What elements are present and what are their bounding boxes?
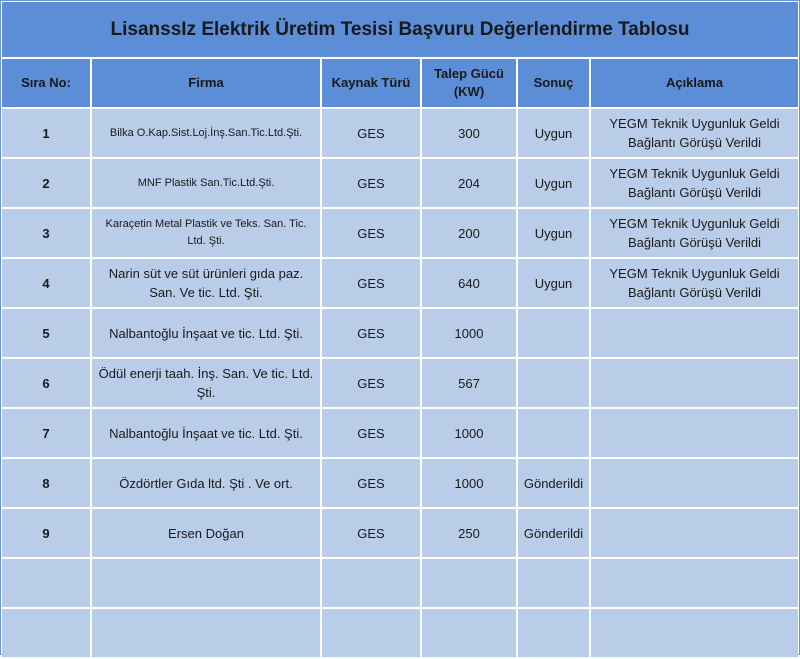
description-cell: YEGM Teknik Uygunluk Geldi Bağlantı Görüşü Verildi <box>591 109 798 159</box>
table-row <box>2 359 798 409</box>
company-cell: Ersen Doğan <box>92 509 322 559</box>
table-row <box>2 309 798 359</box>
company-cell: Özdörtler Gıda ltd. Şti . Ve ort. <box>92 459 322 509</box>
company-cell: Narin süt ve süt ürünleri gıda paz. San. Ve tic. Ltd. Şti. <box>92 259 322 309</box>
table-header-row <box>2 59 798 109</box>
source-type-cell: GES <box>322 509 422 559</box>
description-cell <box>591 409 798 459</box>
requested-power-cell: 204 <box>422 159 518 209</box>
source-type-cell: GES <box>322 159 422 209</box>
result-cell <box>518 559 591 609</box>
table-row <box>2 209 798 259</box>
company-cell: Nalbantoğlu İnşaat ve tic. Ltd. Şti. <box>92 409 322 459</box>
requested-power-cell: 1000 <box>422 309 518 359</box>
row-number: 9 <box>2 509 92 559</box>
requested-power-cell: 200 <box>422 209 518 259</box>
row-number: 6 <box>2 359 92 409</box>
description-cell: YEGM Teknik Uygunluk Geldi Bağlantı Görüşü Verildi <box>591 159 798 209</box>
requested-power-cell: 567 <box>422 359 518 409</box>
row-number: 2 <box>2 159 92 209</box>
requested-power-cell: 250 <box>422 509 518 559</box>
page-title: LisanssIz Elektrik Üretim Tesisi Başvuru Değerlendirme Tablosu <box>2 2 798 57</box>
table-row <box>2 459 798 509</box>
company-cell: Karaçetin Metal Plastik ve Teks. San. Tic. Ltd. Şti. <box>92 209 322 259</box>
table-row <box>2 409 798 459</box>
description-cell: YEGM Teknik Uygunluk Geldi Bağlantı Görüşü Verildi <box>591 259 798 309</box>
company-cell: MNF Plastik San.Tic.Ltd.Şti. <box>92 159 322 209</box>
column-header-firma: Firma <box>92 59 322 109</box>
row-number: 3 <box>2 209 92 259</box>
row-number <box>2 609 92 659</box>
source-type-cell <box>322 609 422 659</box>
description-cell: YEGM Teknik Uygunluk Geldi Bağlantı Görüşü Verildi <box>591 209 798 259</box>
description-cell <box>591 359 798 409</box>
source-type-cell: GES <box>322 409 422 459</box>
source-type-cell: GES <box>322 209 422 259</box>
result-cell: Gönderildi <box>518 509 591 559</box>
requested-power-cell <box>422 609 518 659</box>
row-number: 1 <box>2 109 92 159</box>
description-cell <box>591 609 798 659</box>
column-header-kaynak-turu: Kaynak Türü <box>322 59 422 109</box>
source-type-cell: GES <box>322 109 422 159</box>
result-cell <box>518 609 591 659</box>
table-row <box>2 259 798 309</box>
description-cell <box>591 309 798 359</box>
result-cell <box>518 309 591 359</box>
source-type-cell: GES <box>322 309 422 359</box>
company-cell: Bilka O.Kap.Sist.Loj.İnş.San.Tic.Ltd.Şti. <box>92 109 322 159</box>
source-type-cell: GES <box>322 259 422 309</box>
source-type-cell: GES <box>322 359 422 409</box>
company-cell: Nalbantoğlu İnşaat ve tic. Ltd. Şti. <box>92 309 322 359</box>
result-cell: Uygun <box>518 259 591 309</box>
row-number: 4 <box>2 259 92 309</box>
source-type-cell <box>322 559 422 609</box>
table-row <box>2 159 798 209</box>
table-row <box>2 109 798 159</box>
result-cell <box>518 359 591 409</box>
table-row <box>2 559 798 609</box>
company-cell <box>92 609 322 659</box>
result-cell: Uygun <box>518 209 591 259</box>
evaluation-table <box>2 59 798 659</box>
column-header-sira-no: Sıra No: <box>2 59 92 109</box>
result-cell <box>518 409 591 459</box>
description-cell <box>591 459 798 509</box>
row-number <box>2 559 92 609</box>
requested-power-cell: 300 <box>422 109 518 159</box>
column-header-aciklama: Açıklama <box>591 59 798 109</box>
table-row <box>2 609 798 659</box>
description-cell <box>591 509 798 559</box>
column-header-talep-gucu: Talep Gücü (KW) <box>422 59 518 109</box>
requested-power-cell: 1000 <box>422 409 518 459</box>
table-row <box>2 509 798 559</box>
requested-power-cell <box>422 559 518 609</box>
requested-power-cell: 640 <box>422 259 518 309</box>
column-header-sonuc: Sonuç <box>518 59 591 109</box>
company-cell <box>92 559 322 609</box>
row-number: 8 <box>2 459 92 509</box>
result-cell: Gönderildi <box>518 459 591 509</box>
result-cell: Uygun <box>518 159 591 209</box>
result-cell: Uygun <box>518 109 591 159</box>
description-cell <box>591 559 798 609</box>
source-type-cell: GES <box>322 459 422 509</box>
row-number: 5 <box>2 309 92 359</box>
row-number: 7 <box>2 409 92 459</box>
requested-power-cell: 1000 <box>422 459 518 509</box>
company-cell: Ödül enerji taah. İnş. San. Ve tic. Ltd. Şti. <box>92 359 322 409</box>
